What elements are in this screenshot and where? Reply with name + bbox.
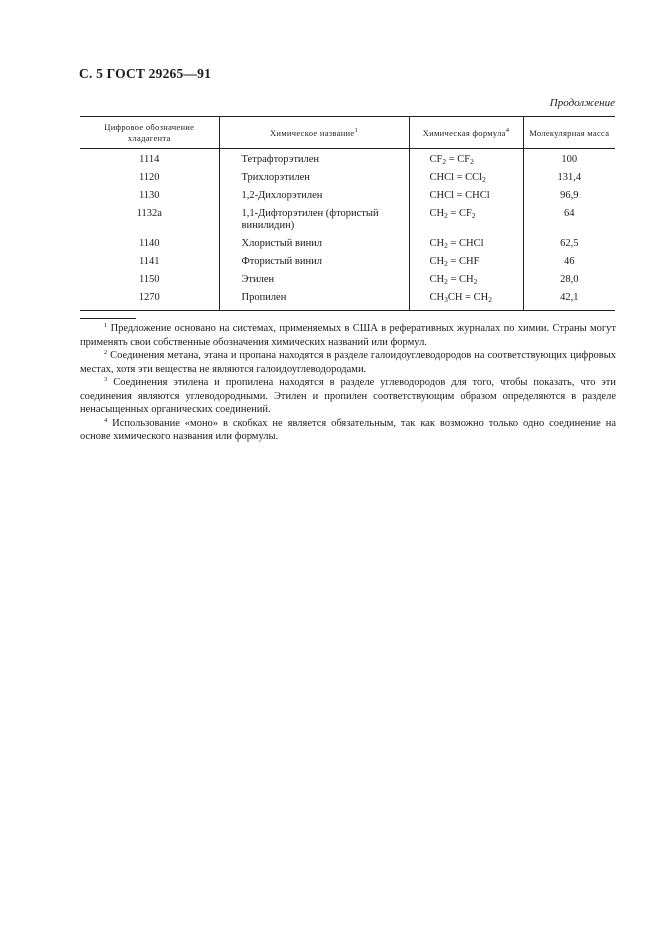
cell-formula (409, 253, 523, 271)
formula-subscript: 2 (442, 157, 447, 166)
cell-mass: 46 (523, 253, 615, 271)
formula-part: CH (429, 238, 445, 249)
table-row (80, 169, 615, 187)
column-header-mass (523, 117, 615, 149)
refrigerant-table (80, 116, 615, 311)
column-header-name (219, 117, 409, 149)
formula-subscript: 2 (471, 211, 476, 220)
footnote (80, 349, 616, 376)
cell-name: Хлористый винил (219, 235, 409, 253)
cell-mass: 96,9 (523, 187, 615, 205)
formula-subscript: 3 (444, 295, 448, 304)
cell-formula (409, 289, 523, 311)
cell-mass: 100 (523, 149, 615, 170)
formula-subscript: 2 (488, 295, 492, 304)
cell-code: 1150 (138, 274, 160, 285)
cell-formula (409, 169, 523, 187)
cell-formula (409, 271, 523, 289)
footnote-ref: 4 (505, 126, 510, 134)
formula-part: CH = CH (447, 292, 489, 303)
footnote-mark: 4 (104, 416, 108, 424)
formula-part: = CH (447, 274, 474, 285)
cell-name: Этилен (219, 271, 409, 289)
footnote-ref: 1 (354, 126, 359, 134)
cell-code: 1141 (138, 256, 160, 267)
table-row (80, 205, 615, 235)
footnote-text: Соединения этилена и пропилена находятся в разделе углеводородов для того, чтобы показать, что эти соединения являются углеводородными. Этилен и пропилен соответствующим образом определяются в разделе ненасыщенных органических соединений. (80, 377, 616, 415)
footnote-mark: 1 (104, 322, 108, 329)
formula-part: = CHCl (447, 238, 484, 249)
column-header-label: Молекулярная масса (529, 127, 610, 138)
table-row (80, 289, 615, 311)
formula-subscript: 2 (444, 277, 448, 286)
formula-part: CH (429, 208, 445, 219)
footnote (80, 376, 616, 417)
formula-subscript: 2 (482, 175, 486, 184)
cell-code: 1140 (138, 238, 160, 249)
footnote-mark: 2 (104, 349, 108, 356)
cell-code: 1270 (80, 289, 219, 311)
formula-part: CH (429, 292, 445, 303)
table-row (80, 149, 615, 170)
column-header-formula (409, 117, 523, 149)
formula-part: CH (429, 274, 445, 285)
formula-part: = CF (447, 208, 472, 219)
cell-code: 1114 (139, 154, 160, 165)
cell-mass: 64 (523, 205, 615, 235)
formula-subscript: 2 (470, 157, 474, 166)
formula-part: CF (429, 154, 443, 165)
table-row (80, 187, 615, 205)
cell-name: Тетрафторэтилен (219, 149, 409, 170)
cell-formula (409, 149, 523, 170)
cell-formula (409, 235, 523, 253)
cell-code: 1132a (136, 208, 162, 219)
table-row (80, 271, 615, 289)
formula-part: CH (429, 256, 445, 267)
footnote-separator (80, 318, 136, 319)
formula-subscript: 2 (444, 211, 448, 220)
footnote (80, 417, 616, 444)
cell-mass: 131,4 (523, 169, 615, 187)
table-row (80, 235, 615, 253)
formula-part: CHCl = CHCl (429, 190, 490, 201)
formula-part: = CF (446, 154, 471, 165)
formula-part: CHCl = CCl (429, 172, 483, 183)
cell-mass: 28,0 (523, 271, 615, 289)
footnote (80, 322, 616, 349)
cell-mass: 62,5 (523, 235, 615, 253)
footnote-text: Предложение основано на системах, применяемых в США в реферативных журналах по химии. Страны могут применять свои собственные обозначения химических названий или формул. (80, 323, 616, 348)
footnotes (80, 322, 616, 444)
table-row (80, 253, 615, 271)
footnote-text: Использование «моно» в скобках не является обязательным, так как возможно только одно соединение на основе химического названия или формулы. (80, 417, 617, 442)
footnote-mark: 3 (104, 376, 108, 383)
table-header-row (80, 117, 615, 149)
cell-code: 1120 (138, 172, 160, 183)
cell-name: 1,2-Дихлорэтилен (219, 187, 409, 205)
cell-formula (409, 205, 523, 235)
formula-subscript: 2 (473, 277, 478, 286)
column-header-label: Цифровое обозначение хладагента (104, 122, 195, 143)
column-header-label: Химическая формула (422, 127, 506, 138)
formula-subscript: 2 (444, 259, 448, 268)
cell-formula (409, 187, 523, 205)
column-header-label: Химическое название (269, 127, 355, 138)
cell-name: Трихлорэтилен (219, 169, 409, 187)
column-header-code (80, 117, 219, 149)
table-body (80, 149, 615, 311)
formula-part: = CHF (447, 256, 480, 267)
cell-name: Пропилен (219, 289, 409, 311)
page-title: С. 5 ГОСТ 29265—91 (79, 66, 212, 81)
cell-name: 1,1-Дифторэтилен (фтористый винилидин) (219, 205, 409, 235)
footnote-text: Соединения метана, этана и пропана находятся в разделе галоидоуглеводородов на соответствующих цифровых местах, хотя эти вещества не являются галоидоуглеводородами. (80, 350, 616, 375)
formula-subscript: 2 (444, 241, 448, 250)
cell-code: 1130 (138, 190, 160, 201)
continuation-label: Продолжение (549, 97, 615, 109)
cell-mass: 42,1 (523, 289, 615, 311)
cell-name: Фтористый винил (219, 253, 409, 271)
